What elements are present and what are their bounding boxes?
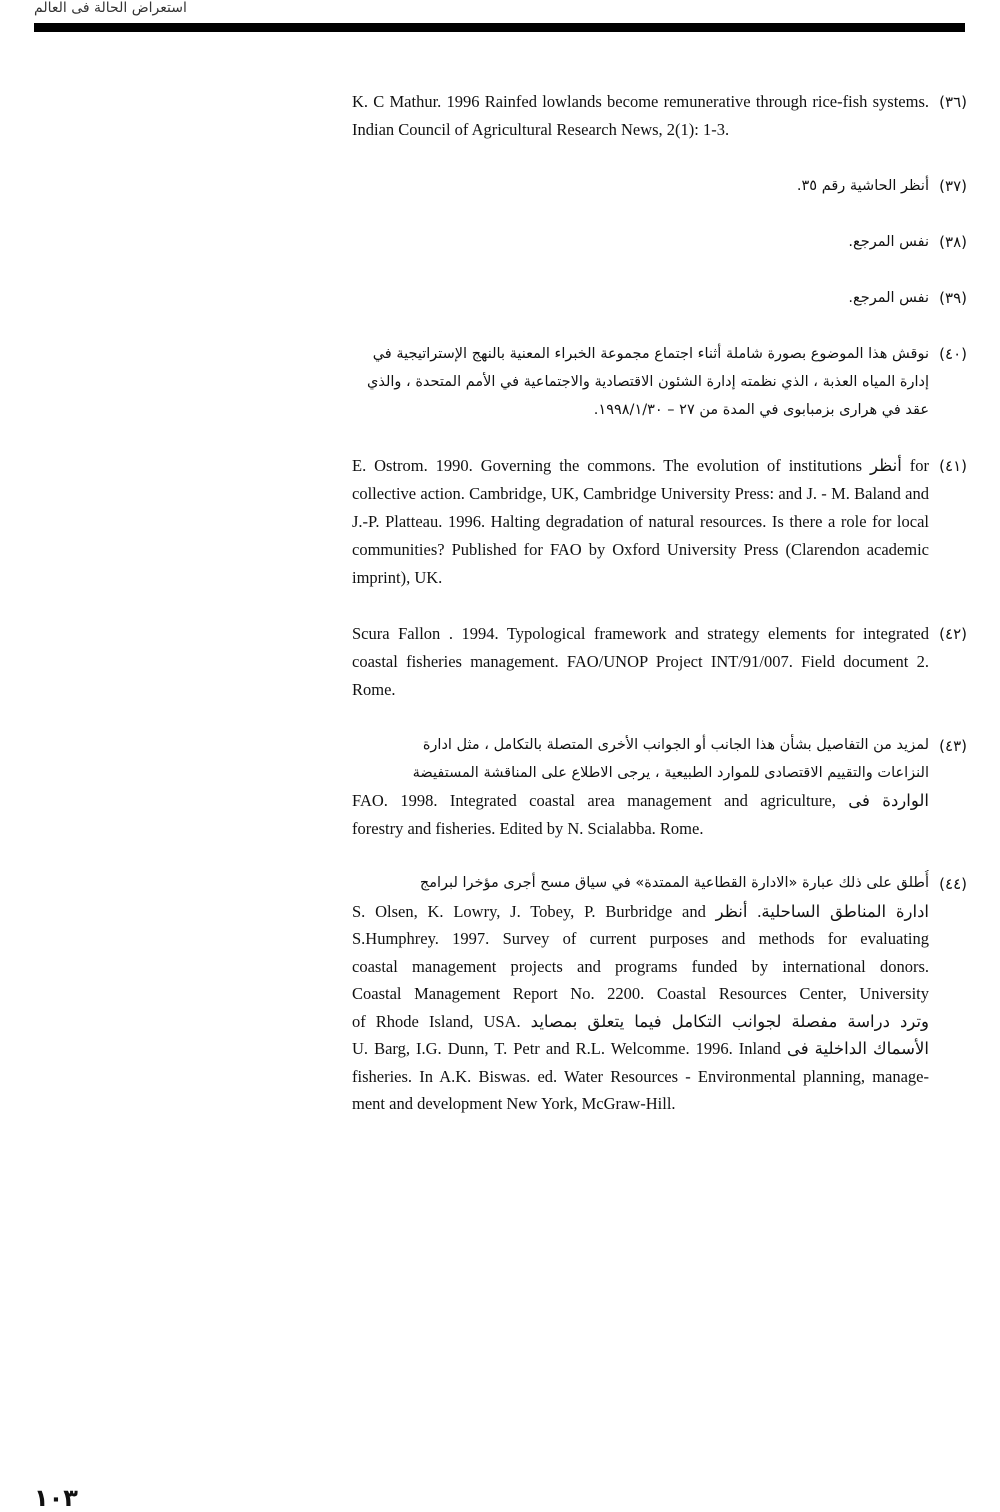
endnote-39	[352, 284, 967, 312]
endnote-line: Coastal Management Report No. 2200. Coastal Resources Center, University	[352, 984, 929, 1003]
endnote-text: نفس المرجع.	[848, 234, 929, 250]
endnote-42	[352, 620, 967, 704]
endnote-line: fisheries. In A.K. Biswas. ed. Water Resources - Environmental planning, manage-	[352, 1066, 929, 1086]
endnote-line: أُطلق على ذلك عبارة «الادارة القطاعية الممتدة» في سياق مسح أجرى مؤخرا لبرامج	[419, 875, 929, 891]
endnote-number: (٣٦)	[939, 93, 967, 111]
endnote-text	[352, 870, 929, 1118]
endnote-text: Scura Fallon . 1994. Typological framework and strategy elements for integrated coastal fisheries management. FAO/UNOP Project INT/91/007. Field document 2. Rome.	[352, 624, 929, 699]
endnote-44	[352, 870, 967, 1118]
endnote-37	[352, 172, 967, 200]
endnote-text: نوقش هذا الموضوع بصورة شاملة أثناء اجتماع مجموعة الخبراء المعنية بالنهج الإستراتيجية في إدارة المياه العذبة ، الذي نظمته إدارة الشئون الاقتصادية والاجتماعية في الأمم المتحدة ، والذي عقد في هرارى بزمبابوى في المدة من ٢٧ – ١٩٩٨/١/٣٠.	[367, 346, 929, 418]
header-rule	[34, 23, 965, 32]
endnote-number: (٤٠)	[939, 345, 967, 363]
endnote-line: النزاعات والتقييم الاقتصادى للموارد الطبيعية ، يرجى الاطلاع على المناقشة المستفيضة	[412, 764, 929, 781]
endnote-line: coastal management projects and programs funded by international donors.	[352, 956, 929, 976]
endnote-line: FAO. 1998. Integrated coastal area management and agriculture, الواردة فى	[352, 791, 929, 810]
page-number: ١٠٣	[34, 1484, 78, 1512]
endnotes-list	[352, 88, 967, 1146]
endnote-number: (٤٣)	[939, 737, 967, 755]
endnote-line: S.Humphrey. 1997. Survey of current purposes and methods for evaluating	[352, 929, 929, 948]
endnote-number: (٤٢)	[939, 625, 967, 643]
endnote-line: S. Olsen, K. Lowry, J. Tobey, P. Burbridge and ادارة المناطق الساحلية. أنظر	[352, 901, 929, 921]
endnote-36	[352, 88, 967, 144]
endnote-number: (٣٧)	[939, 177, 967, 195]
endnote-text: أنظر الحاشية رقم ٣٥.	[796, 178, 929, 194]
endnote-text	[352, 732, 929, 842]
endnote-40	[352, 340, 967, 424]
endnote-number: (٣٨)	[939, 233, 967, 251]
endnote-number: (٤٤)	[939, 875, 967, 893]
endnote-41	[352, 452, 967, 592]
endnote-line: forestry and fisheries. Edited by N. Scialabba. Rome.	[352, 818, 704, 838]
endnote-number: (٤١)	[939, 457, 967, 475]
endnote-number: (٣٩)	[939, 289, 967, 307]
endnote-38	[352, 228, 967, 256]
endnote-43	[352, 732, 967, 842]
endnote-text: E. Ostrom. 1990. Governing the commons. The evolution of institutions أنظر for collective action. Cambridge, UK, Cambridge University Press: and J. - M. Baland and J.-P. Platteau. 1996. Halting degradation of natural resources. Is there a role for local communities? Published for FAO by Oxford University Press (Clarendon academic imprint), UK.	[352, 456, 929, 587]
endnote-text: نفس المرجع.	[848, 290, 929, 306]
endnote-line: of Rhode Island, USA. وترد دراسة مفصلة لجوانب التكامل فيما يتعلق بمصايد	[352, 1011, 929, 1031]
endnote-line: ment and development New York, McGraw-Hill.	[352, 1094, 676, 1113]
endnote-line: لمزيد من التفاصيل بشأن هذا الجانب أو الجوانب الأخرى المتصلة بالتكامل ، مثل ادارة	[422, 737, 929, 753]
endnote-line: U. Barg, I.G. Dunn, T. Petr and R.L. Welcomme. 1996. Inland الأسماك الداخلية فى	[352, 1039, 929, 1058]
running-header: استعراض الحالة فى العالم	[34, 0, 187, 16]
endnote-text: K. C Mathur. 1996 Rainfed lowlands become remunerative through rice-fish systems. Indian Council of Agricultural Research News, 2(1): 1-3.	[352, 92, 929, 139]
